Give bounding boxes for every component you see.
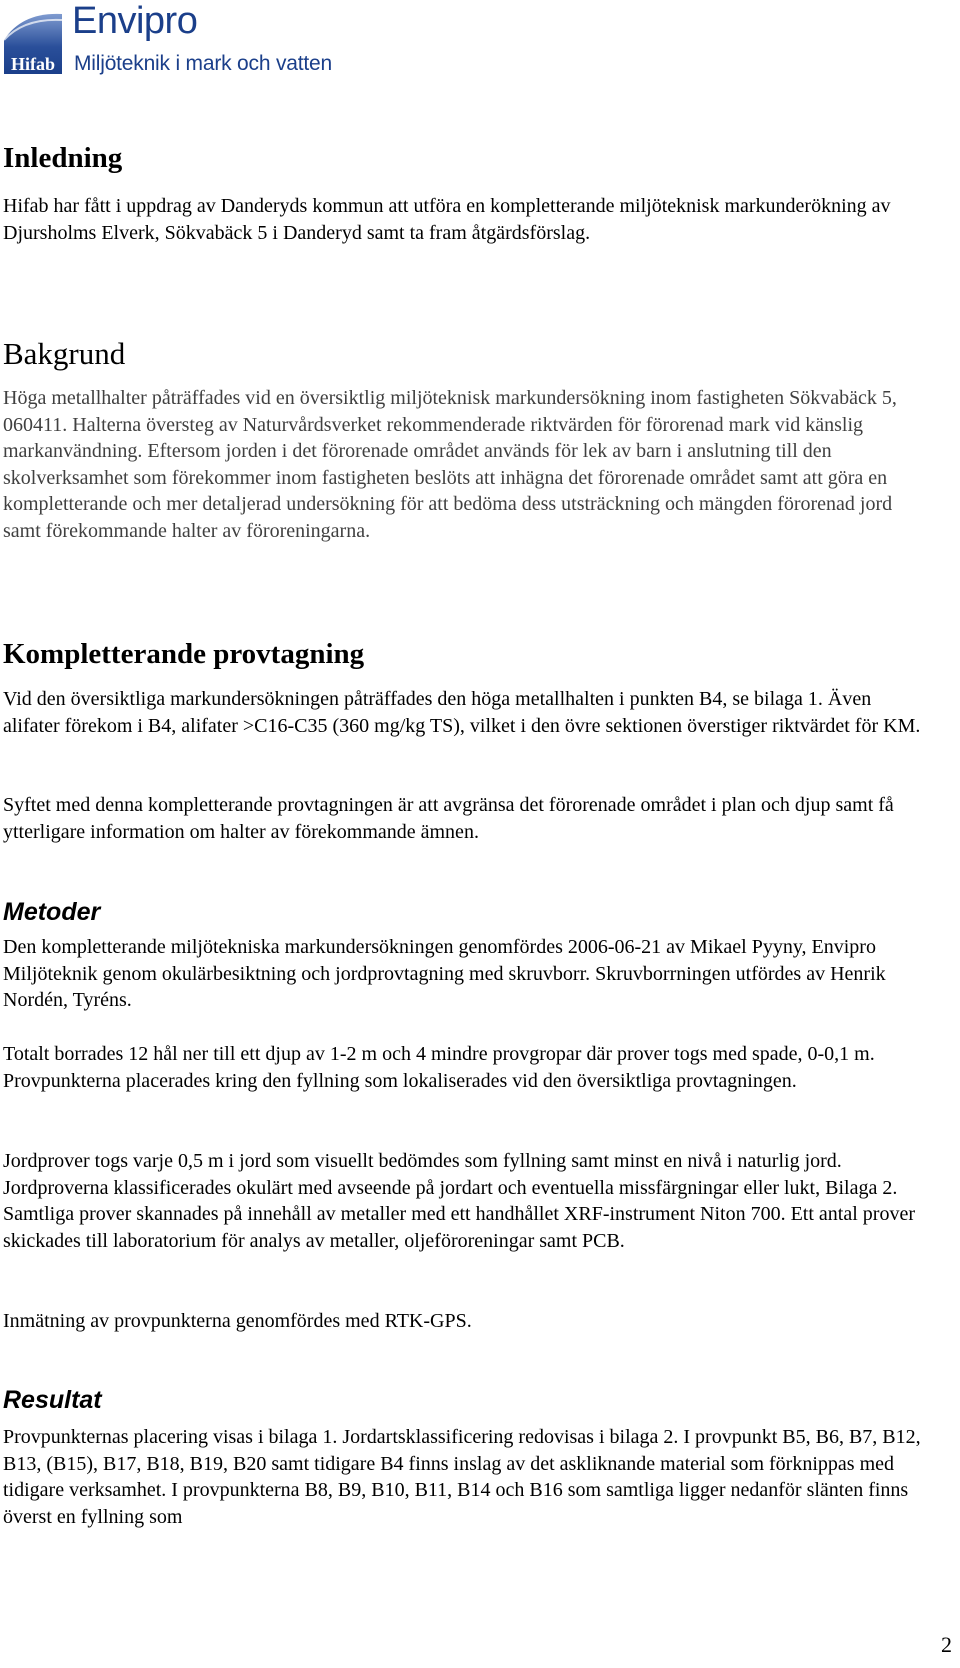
- paragraph-bakgrund: Höga metallhalter påträffades vid en översiktlig miljöteknisk markundersökning inom fastigheten Sökvabäck 5, 060411. Halterna översteg av Naturvårdsverket rekommenderade riktvärden för förorenad mark vid känslig markanvändning. Eftersom jorden i det förorenade området används för lek av barn i anslutning till den skolverksamhet som förekommer inom fastigheten beslöts att inhägna det förorenade området samt att göra en kompletterande och mer detaljerad undersökning för att bedöma dess utsträckning och mängden förorenad jord samt förekommande halter av föroreningarna.: [3, 387, 897, 542]
- paragraph-metoder-3: Jordprover togs varje 0,5 m i jord som visuellt bedömdes som fyllning samt minst en nivå i naturlig jord. Jordproverna klassificerades okulärt med avseende på jordart och eventuella missfärgningar eller lukt, Bilaga 2. Samtliga prover skannades på innehåll av metaller med ett handhållet XRF-instrument Niton 700. Ett antal prover skickades till laboratorium för analys av metaller, oljeföroreningar samt PCB.: [3, 1150, 915, 1252]
- paragraph-inledning: Hifab har fått i uppdrag av Danderyds kommun att utföra en kompletterande miljöteknisk markunderökning av Djursholms Elverk, Sökvabäck 5 i Danderyd samt ta fram åtgärdsförslag.: [3, 195, 891, 244]
- brand-name: Envipro: [72, 0, 198, 42]
- paragraph-metoder-2: Totalt borrades 12 hål ner till ett djup av 1-2 m och 4 mindre provgropar där prover togs med spade, 0-0,1 m. Provpunkterna placerades kring den fyllning som lokaliserades vid den översiktliga provtagningen.: [3, 1043, 875, 1092]
- paragraph-metoder-4: Inmätning av provpunkterna genomfördes med RTK-GPS.: [3, 1310, 472, 1332]
- page-number: 2: [941, 1632, 952, 1657]
- hifab-logo-mark: [2, 10, 64, 76]
- heading-metoder: Metoder: [3, 898, 101, 926]
- logo-mark-text: Hifab: [10, 54, 55, 74]
- paragraph-resultat-1: Provpunkternas placering visas i bilaga 1. Jordartsklassificering redovisas i bilaga 2. I provpunkt B5, B6, B7, B12, B13, (B15), B17, B18, B19, B20 samt tidigare B4 finns inslag av det askliknande material som förknippas med tidigare verksamhet. I provpunkterna B8, B9, B10, B11, B14 och B16 som samtliga ligger nedanför slänten finns överst en fyllning som: [3, 1426, 921, 1528]
- company-logo: [0, 0, 332, 80]
- paragraph-metoder-1: Den kompletterande miljötekniska markundersökningen genomfördes 2006-06-21 av Mikael Pyyny, Envipro Miljöteknik genom okulärbesiktning och jordprovtagning med skruvborr. Skruvborrningen utfördes av Henrik Nordén, Tyréns.: [3, 936, 886, 1011]
- heading-resultat: Resultat: [3, 1386, 102, 1414]
- paragraph-kompletterande-1: Vid den översiktliga markundersökningen påträffades den höga metallhalten i punkten B4, se bilaga 1. Även alifater förekom i B4, alifater >C16-C35 (360 mg/kg TS), vilket i den övre sektionen överstiger riktvärdet för KM.: [3, 688, 921, 737]
- paragraph-kompletterande-2: Syftet med denna kompletterande provtagningen är att avgränsa det förorenade området i plan och djup samt få ytterligare information om halter av förekommande ämnen.: [3, 794, 894, 843]
- heading-kompletterande-provtagning: Kompletterande provtagning: [3, 638, 365, 670]
- heading-bakgrund: Bakgrund: [3, 336, 126, 371]
- brand-tagline: Miljöteknik i mark och vatten: [74, 52, 332, 75]
- heading-inledning: Inledning: [3, 142, 123, 174]
